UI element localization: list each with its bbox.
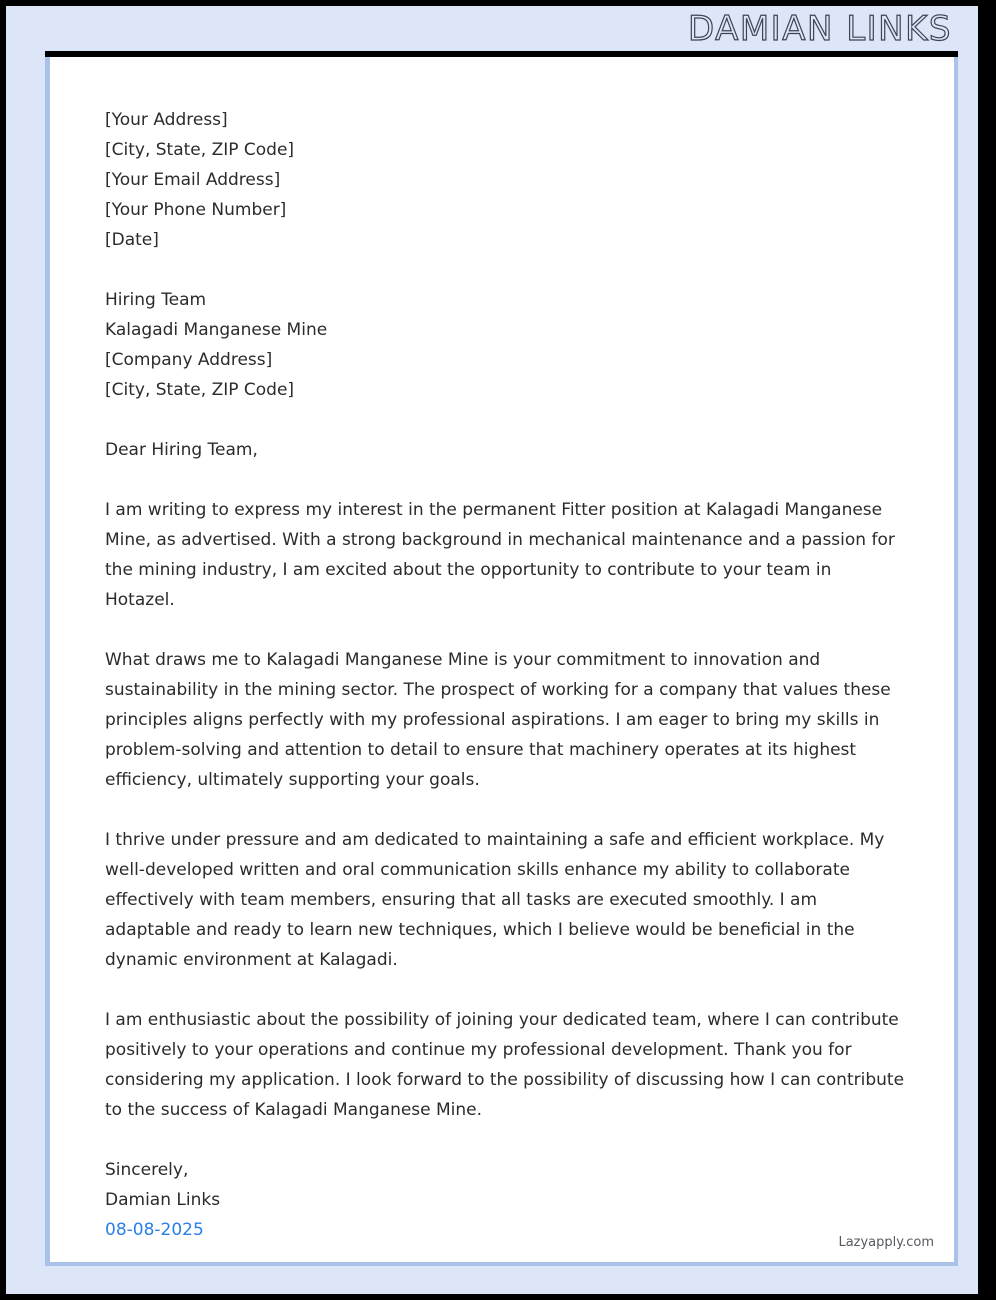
sender-address-line: [Date] [105,230,159,250]
recipient-line: Hiring Team [105,290,207,310]
letter-sheet [45,57,958,1266]
sender-address-line: [Your Email Address] [105,170,281,190]
sender-address-line: [Your Address] [105,110,228,130]
recipient-line: [City, State, ZIP Code] [105,380,295,400]
salutation: Dear Hiring Team, [105,440,258,460]
closing-line: Sincerely, [105,1160,189,1180]
date-stamp: 08-08-2025 [105,1220,204,1240]
body-paragraph: I am enthusiastic about the possibility of joining your dedicated team, where I can contribute positively to your operations and continue my professional development. Thank you for considering my application. I look forward to the possibility of discussing how I can contribute to the success of Kalagadi Manganese Mine. [105,1010,905,1120]
body-paragraph: What draws me to Kalagadi Manganese Mine is your commitment to innovation and sustainability in the mining sector. The prospect of working for a company that values these principles aligns perfectly with my professional aspirations. I am eager to bring my skills in problem-solving and attention to detail to ensure that machinery operates at its highest efficiency, ultimately supporting your goals. [105,650,891,790]
signature-name: Damian Links [105,1190,221,1210]
sender-address-line: [City, State, ZIP Code] [105,140,295,160]
page-mat [6,6,978,1294]
body-paragraph: I thrive under pressure and am dedicated to maintaining a safe and efficient workplace. My well-developed written and oral communication skills enhance my ability to collaborate effectively with team members, ensuring that all tasks are executed smoothly. I am adaptable and ready to learn new techniques, which I believe would be beneficial in the dynamic environment at Kalagadi. [105,830,885,970]
letter-body [105,105,920,1245]
page-title: DAMIAN LINKS [688,8,952,49]
letter-header [6,6,978,51]
footer-watermark: Lazyapply.com [838,1235,934,1250]
signature-block [105,1155,920,1245]
sender-address-line: [Your Phone Number] [105,200,287,220]
recipient-address-block [105,285,920,405]
body-paragraph: I am writing to express my interest in the permanent Fitter position at Kalagadi Manganese Mine, as advertised. With a strong background in mechanical maintenance and a passion for the mining industry, I am excited about the opportunity to contribute to your team in Hotazel. [105,500,895,610]
sender-address-block [105,105,920,255]
recipient-line: [Company Address] [105,350,273,370]
recipient-line: Kalagadi Manganese Mine [105,320,328,340]
